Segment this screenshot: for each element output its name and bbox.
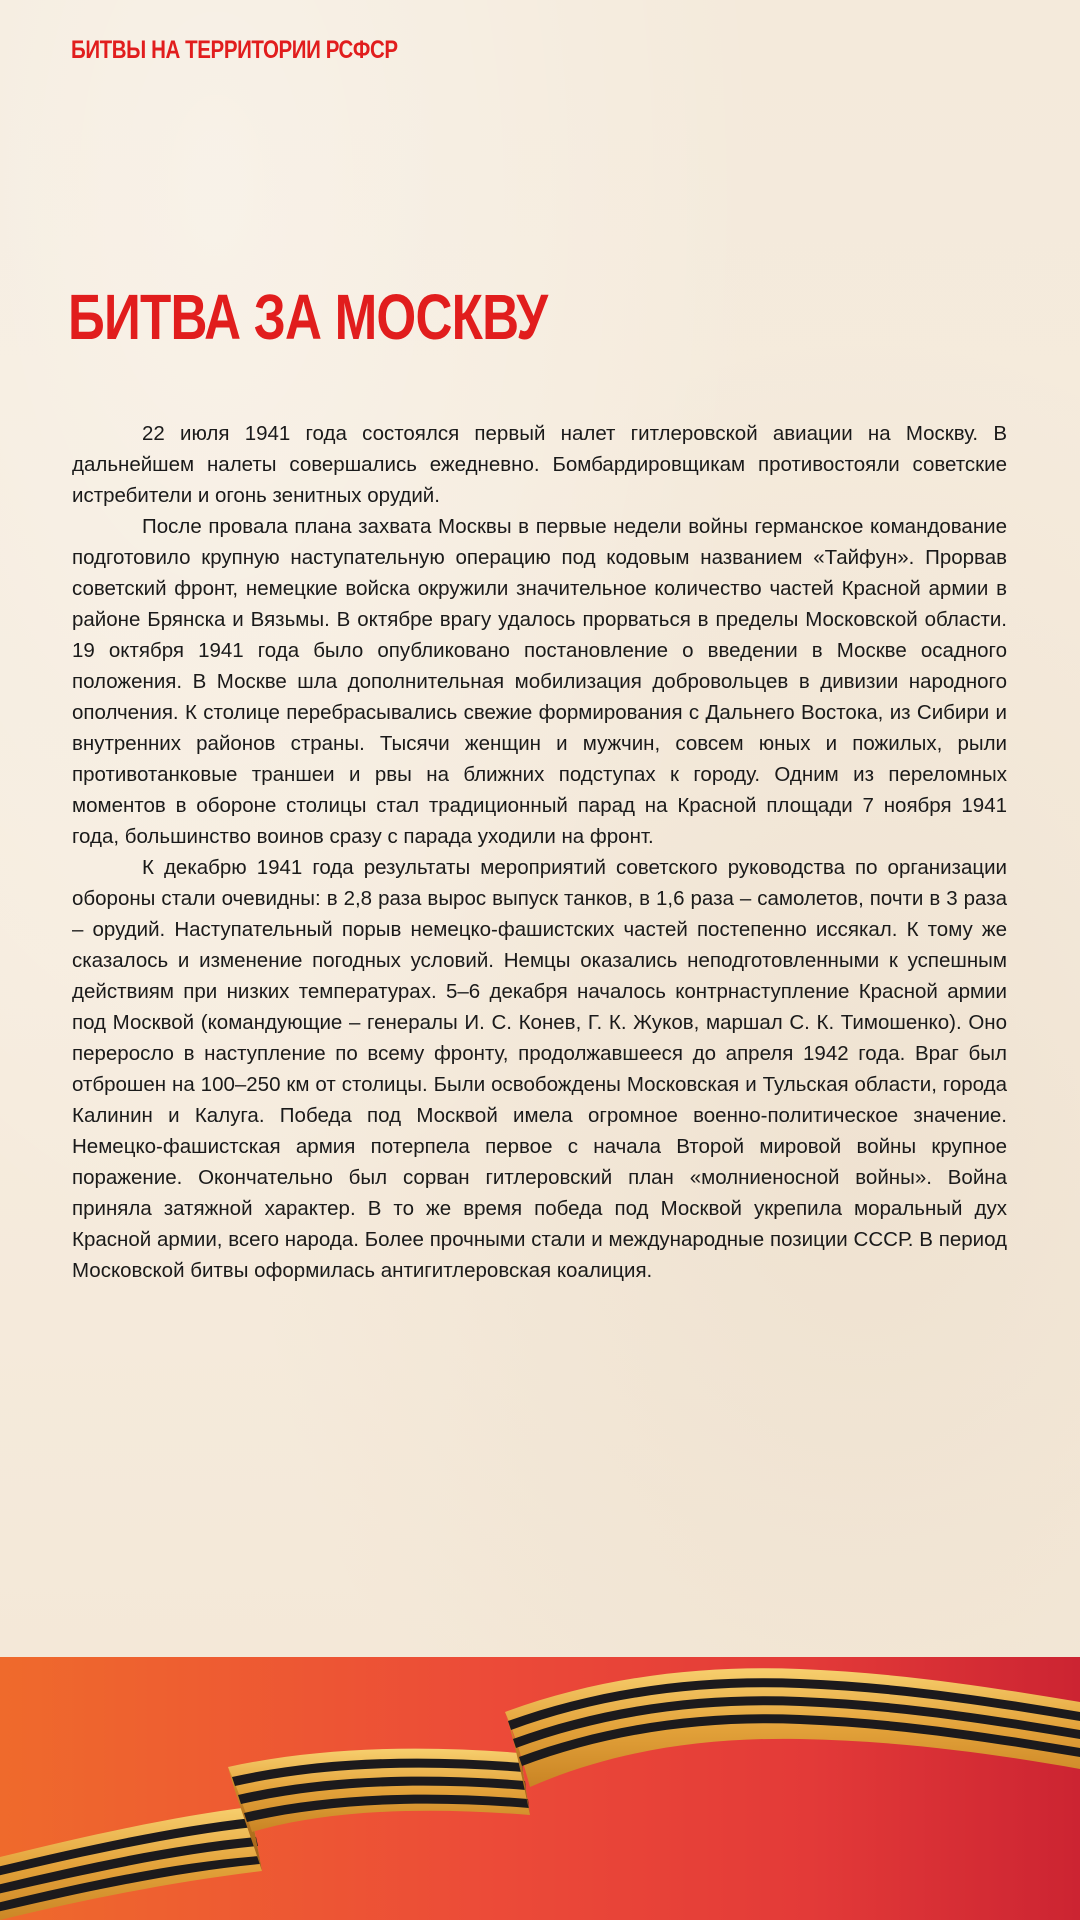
page-title: БИТВА ЗА МОСКВУ [68,281,548,353]
ribbon-segment-middle [228,1749,530,1832]
ribbon-segment-left [0,1807,262,1920]
ribbon-segment-right [505,1668,1080,1787]
footer-banner [0,1657,1080,1920]
paragraph-3: К декабрю 1941 года результаты мероприятий советского руководства по организации обороны стали очевидны: в 2,8 раза вырос выпуск танков, в 1,6 раза – самолетов, почти в 3 раза – орудий. Наступательный порыв немецко-фашистских частей постепенно иссякал. К тому же сказалось и изменение погодных условий. Немцы оказались неподготовленными к успешным действиям при низких температурах. 5–6 декабря началось контрнаступление Красной армии под Москвой (командующие – генералы И. С. Конев, Г. К. Жуков, маршал С. К. Тимошенко). Оно переросло в наступление по всему фронту, продолжавшееся до апреля 1942 года. Враг был отброшен на 100–250 км от столицы. Были освобождены Московская и Тульская области, города Калинин и Калуга. Победа под Москвой имела огромное военно-политическое значение. Немецко-фашистская армия потерпела первое с начала Второй мировой войны крупное поражение. Окончательно был сорван гитлеровский план «молниеносной войны». Война приняла затяжной характер. В то же время победа под Москвой укрепила моральный дух Красной армии, всего народа. Более прочными стали и международные позиции СССР. В период Московской битвы оформилась антигитлеровская коалиция. [72,856,1007,1282]
article-body [72,418,1007,1286]
st-george-ribbon-icon [0,1657,1080,1920]
section-header: БИТВЫ НА ТЕРРИТОРИИ РСФСР [71,36,398,64]
paragraph-1: 22 июля 1941 года состоялся первый налет гитлеровской авиации на Москву. В дальнейшем налеты совершались ежедневно. Бомбардировщикам противостояли советские истребители и огонь зенитных орудий. [72,422,1007,507]
paragraph-2: После провала плана захвата Москвы в первые недели войны германское командование подготовило крупную наступательную операцию под кодовым названием «Тайфун». Прорвав советский фронт, немецкие войска окружили значительное количество частей Красной армии в районе Брянска и Вязьмы. В октябре врагу удалось прорваться в пределы Московской области. 19 октября 1941 года было опубликовано постановление о введении в Москве осадного положения. В Москве шла дополнительная мобилизация добровольцев в дивизии народного ополчения. К столице перебрасывались свежие формирования с Дальнего Востока, из Сибири и внутренних районов страны. Тысячи женщин и мужчин, совсем юных и пожилых, рыли противотанковые траншеи и рвы на ближних подступах к городу. Одним из переломных моментов в обороне столицы стал традиционный парад на Красной площади 7 ноября 1941 года, большинство воинов сразу с парада уходили на фронт. [72,515,1007,848]
